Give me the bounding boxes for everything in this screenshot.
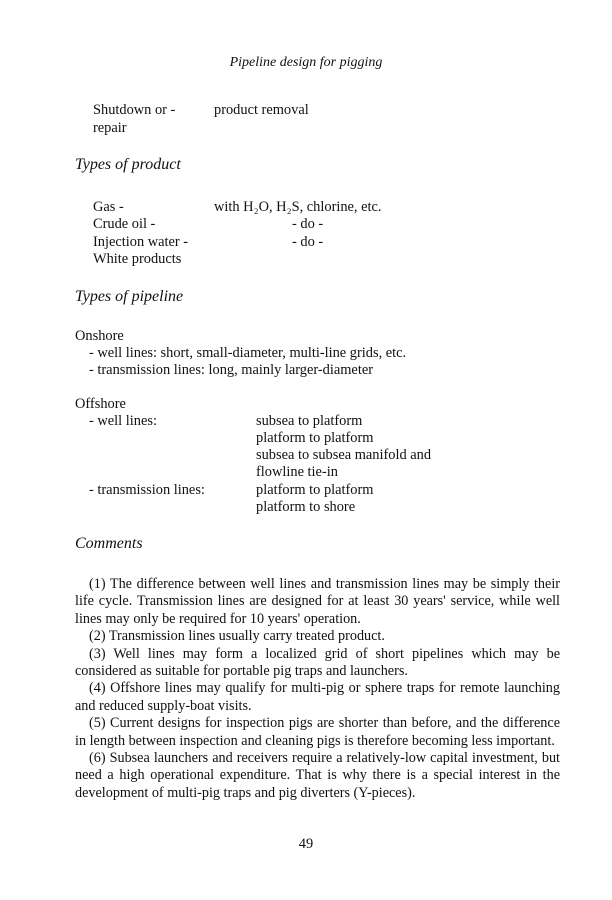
page-number: 49: [298, 836, 314, 852]
product-label-injection-water: Injection water -: [93, 234, 189, 250]
offshore-well-lines-value: platform to platform: [256, 430, 374, 446]
shutdown-label-line1: Shutdown or -: [93, 102, 176, 118]
shutdown-label-line2: repair: [93, 120, 127, 136]
onshore-item-well-lines: - well lines: short, small-diameter, multi-line grids, etc.: [89, 345, 407, 361]
offshore-transmission-value: platform to shore: [256, 499, 356, 515]
types-of-product-title: Types of product: [75, 156, 181, 173]
onshore-item-transmission-lines: - transmission lines: long, mainly larger-diameter: [89, 362, 373, 378]
comment-paragraph: (2) Transmission lines usually carry treated product.: [89, 628, 385, 645]
product-value-crude-oil: - do -: [292, 216, 324, 232]
product-label-white-products: White products: [93, 251, 182, 267]
comments-title: Comments: [75, 535, 143, 552]
offshore-transmission-lines-label: - transmission lines:: [89, 482, 205, 498]
comment-paragraph: (4) Offshore lines may qualify for multi-pig or sphere traps for remote launching and reduced supply-boat visits.: [75, 680, 560, 714]
offshore-label: Offshore: [75, 396, 126, 412]
offshore-well-lines-value: flowline tie-in: [256, 464, 338, 480]
offshore-well-lines-value: subsea to platform: [256, 413, 363, 429]
offshore-well-lines-label: - well lines:: [89, 413, 157, 429]
offshore-transmission-value: platform to platform: [256, 482, 374, 498]
product-value-gas: with H₂O, H₂S, chlorine, etc.: [214, 199, 382, 215]
product-label-crude-oil: Crude oil -: [93, 216, 156, 232]
types-of-pipeline-title: Types of pipeline: [75, 288, 184, 305]
comment-paragraph: (6) Subsea launchers and receivers require a relatively-low capital investment, but need a high operational expenditure. That is why there is a special interest in the development of multi-pig traps and pig diverters (Y-pieces).: [75, 750, 560, 801]
comments-body: [75, 576, 560, 802]
running-header: Pipeline design for pigging: [229, 55, 383, 70]
onshore-label: Onshore: [75, 328, 124, 344]
comment-paragraph: (5) Current designs for inspection pigs are shorter than before, and the difference in length between inspection and cleaning pigs is therefore becoming less important.: [75, 715, 560, 749]
shutdown-value: product removal: [214, 102, 309, 118]
product-value-injection-water: - do -: [292, 234, 324, 250]
product-label-gas: Gas -: [93, 199, 124, 215]
comment-paragraph: (1) The difference between well lines and transmission lines may be simply their life cycle. Transmission lines are designed for at least 30 years' service, while well lines may only be required for 10 years' operation.: [75, 576, 560, 627]
offshore-well-lines-value: subsea to subsea manifold and: [256, 447, 432, 463]
comment-paragraph: (3) Well lines may form a localized grid of short pipelines which may be considered as suitable for portable pig traps and launchers.: [75, 645, 560, 680]
